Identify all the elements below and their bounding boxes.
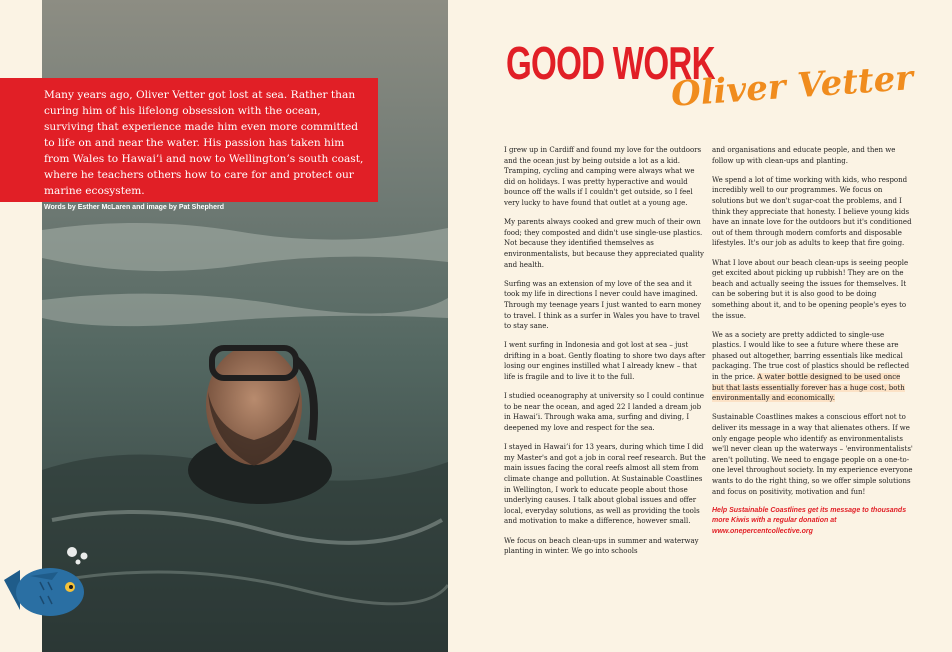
article-column-2 xyxy=(712,145,914,546)
page-title: GOOD WORK xyxy=(506,37,715,89)
fish-icon xyxy=(0,540,100,630)
subject-name: Oliver Vetter xyxy=(669,58,915,115)
article-column-1 xyxy=(504,145,706,565)
paragraph: I went surfing in Indonesia and got lost at sea – just drifting in a boat. Gently floating to shore two days after losing our engines instilled what I already knew – that life is fragile and to live it to the full. xyxy=(504,341,706,382)
intro-text: Many years ago, Oliver Vetter got lost at sea. Rather than curing him of his lifelong obsession with the ocean, surviving that experience made him even more committed to life on and near the water. His passion has taken him from Wales to Hawai’i and now to Wellington’s south coast, where he teachers others how to care for and protect our marine ecosystem. xyxy=(44,89,364,197)
highlighted-quote: A water bottle designed to be used once but that lasts essentially forever has a huge cost, both environmentally and economically. xyxy=(712,373,905,403)
paragraph: We focus on beach clean-ups in summer and waterway planting in winter. We go into schools xyxy=(504,536,699,556)
paragraph: and organisations and educate people, and then we follow up with clean-ups and planting. xyxy=(712,146,896,165)
paragraph: I stayed in Hawai’i for 13 years, during which time I did my Master's and got a job in coral reef research. But the main issues facing the coral reefs almost all stem from climate change and pollution. At Sustainable Coastlines in Wellington, I work to educate people about those underlying causes. I talk about global issues and offer local, everyday solutions, as well as providing the tools and motivation to make a difference, however small. xyxy=(504,443,706,526)
paragraph: My parents always cooked and grew much of their own food; they composted and didn't use single-use plastics. Not because they identified themselves as environmentalists, but because they appreciated quality and health. xyxy=(504,218,704,269)
paragraph: I grew up in Cardiff and found my love for the outdoors and the ocean just by being outside a lot as a kid. Tramping, cycling and camping were always what we did on holidays. I was pretty hyperactive and would bounce off the walls if I couldn't get outside, so I feel very lucky to have found that outlet at a young age. xyxy=(504,146,702,207)
paragraph: Surfing was an extension of my love of the sea and it took my life in directions I never could have imagined. Through my teenage years I just wanted to earn money to travel. I think as a surfer in Wales you have to travel to stay sane. xyxy=(504,279,702,331)
paragraph-text: We as a society are pretty addicted to single-use plastics. I would like to see a future where these are phased out altogether, barring essentials like medical packaging. The true cost of plastics should be reflected in the price. xyxy=(712,330,910,382)
donation-call-to-action: Help Sustainable Coastlines get its message to thousands more Kiwis with a regular donation at www.onepercentcollective.org xyxy=(712,506,907,535)
photo-credit: Words by Esther McLaren and image by Pat Shepherd xyxy=(44,204,224,211)
paragraph: I studied oceanography at university so I could continue to be near the ocean, and aged 22 I landed a dream job in Hawai’i. Through waka ama, surfing and diving, I deepened my love and respect for the sea. xyxy=(504,392,705,433)
paragraph: What I love about our beach clean-ups is seeing people get excited about picking up rubbish! They are on the beach and actually seeing the issues for themselves. It can be sobering but it is also good to be doing something about it, and to be opening people's eyes to the issue. xyxy=(712,258,909,320)
paragraph xyxy=(712,330,914,404)
intro-box xyxy=(0,78,378,211)
paragraph: Sustainable Coastlines makes a conscious effort not to deliver its message in a way that alienates others. If we only engage people who identify as environmentalists we'll never clean up the waterways – 'environmentalists' aren't polluting. We need to engage people on a one-to-one level throughout society. In my experience everyone wants to do the right thing, so we offer simple solutions and focus on positivity, motivation and fun! xyxy=(712,413,913,496)
paragraph: We spend a lot of time working with kids, who respond incredibly well to our programmes. We focus on solutions but we don't sugar-coat the problems, and I think they appreciate that honesty. I believe young kids have an innate love for the outdoors but it's conditioned out of them through modern comforts and disposable lifestyles. It's our job as adults to keep that fire going. xyxy=(712,175,912,248)
